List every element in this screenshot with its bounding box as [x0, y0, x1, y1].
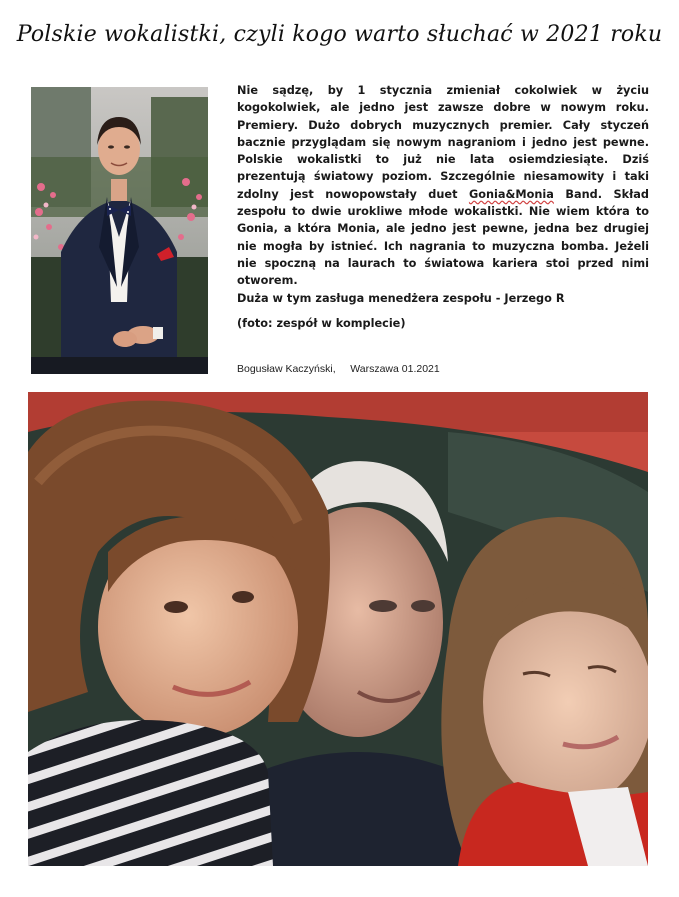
band-name: Gonia&Monia	[468, 187, 554, 201]
article-paragraph	[237, 82, 649, 290]
manager-line: Duża w tym zasługa menedżera zespołu - Jerzego R	[237, 291, 565, 305]
page-title: Polskie wokalistki, czyli kogo warto słuchać w 2021 roku	[16, 22, 663, 47]
photo-caption: (foto: zespół w komplecie)	[237, 316, 406, 330]
group-photo-image	[28, 392, 648, 866]
article-body	[237, 82, 649, 332]
author-portrait-image	[31, 87, 208, 374]
article-text-part-2: Band. Skład zespołu to dwie urokliwe młode wokalistki. Nie wiem która to Gonia, a która Monia, ale jedno jest pewne, jedna bez drugiej nie mogła by istnieć. Ich nagrania to muzyczna bomba. Jeżeli nie spoczną na laurach to światowa kariera stoi przed nimi otworem.	[237, 187, 650, 288]
signature	[237, 363, 440, 375]
author-name: Bogusław Kaczyński,	[237, 363, 336, 375]
place-date: Warszawa 01.2021	[350, 363, 440, 375]
article-text-part-1: Nie sądzę, by 1 stycznia zmieniał cokolwiek w życiu kogokolwiek, ale jedno jest zawsze dobre w nowym roku. Premiery. Dużo dobrych muzycznych premier. Cały styczeń bacznie przyglądam się nowym nagraniom i jedno jest pewne. Polskie wokalistki to już nie lata osiemdziesiąte. Dziś prezentują światowy poziom. Szczególnie niesamowity i taki zdolny jest nowopowstały duet	[237, 84, 649, 201]
